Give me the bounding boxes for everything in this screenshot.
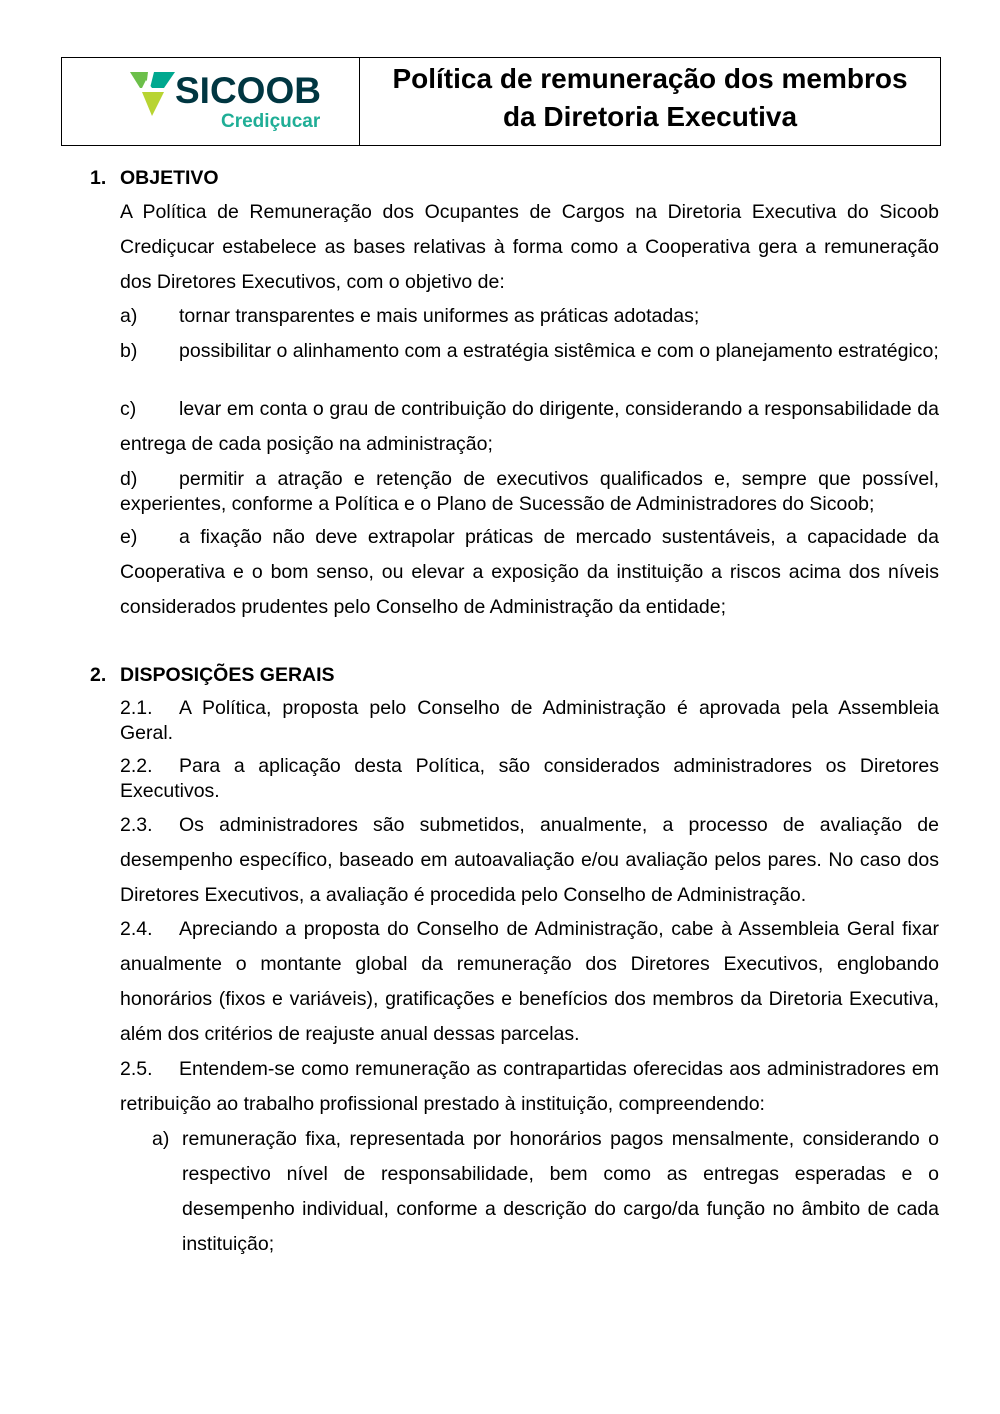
title-line-2: da Diretoria Executiva [502,101,798,132]
item-label: 2.1. [120,697,153,719]
item-label: 2.3. [120,814,153,836]
list-item [120,392,939,462]
item-text: permitir a atração e retenção de executivos qualificados e, sempre que possível, experientes, conforme a Política e o Plano de Sucessão de Administradores do Sicoob; [120,468,939,515]
list-item [120,339,939,364]
item-text: possibilitar o alinhamento com a estratégia sistêmica e com o planejamento estratégico; [179,340,939,362]
section-1-heading [90,166,219,190]
item-label: 2.5. [120,1058,153,1080]
list-item [120,754,939,804]
item-text: a fixação não deve extrapolar práticas de mercado sustentáveis, a capacidade da Cooperativa e o bom senso, ou elevar a exposição da instituição a riscos acima dos níveis considerados prudentes pelo Conselho de Administração da entidade; [120,526,939,618]
item-text: Apreciando a proposta do Conselho de Administração, cabe à Assembleia Geral fixar anualmente o montante global da remuneração dos Diretores Executivos, englobando honorários (fixos e variáveis), gratificações e benefícios dos membros da Diretoria Executiva, além dos critérios de reajuste anual dessas parcelas. [120,918,939,1045]
item-text: Para a aplicação desta Política, são considerados administradores os Diretores Executivos. [120,755,939,802]
page-title [360,58,940,145]
item-label: d) [120,468,138,490]
list-item [120,912,939,1052]
item-label: 2.4. [120,918,153,940]
list-item [120,1052,939,1122]
intro-paragraph: A Política de Remuneração dos Ocupantes de Cargos na Diretoria Executiva do Sicoob Crediçucar estabelece as bases relativas à forma como a Cooperativa gera a remuneração dos Diretores Executivos, com o objetivo de: [120,201,939,293]
list-item [120,467,939,517]
section-title: DISPOSIÇÕES GERAIS [120,664,335,686]
item-label: b) [120,340,138,362]
section-title: OBJETIVO [120,167,219,189]
item-label: e) [120,526,138,548]
item-text: Os administradores são submetidos, anualmente, a processo de avaliação de desempenho específico, baseado em autoavaliação e/ou avaliação pelos pares. No caso dos Diretores Executivos, a avaliação é procedida pelo Conselho de Administração. [120,814,939,906]
item-text: A Política, proposta pelo Conselho de Administração é aprovada pela Assembleia Geral. [120,697,939,744]
item-label: a) [152,1128,170,1150]
item-label: 2.2. [120,755,153,777]
sicoob-logo [62,58,360,145]
item-text: levar em conta o grau de contribuição do dirigente, considerando a responsabilidade da entrega de cada posição na administração; [120,398,939,455]
list-item [120,299,939,334]
logo-name: SICOOB [175,70,321,111]
section-number: 1. [90,167,107,189]
item-text: tornar transparentes e mais uniformes as práticas adotadas; [179,305,700,327]
list-item [120,520,939,625]
item-text: remuneração fixa, representada por honorários pagos mensalmente, considerando o respectivo nível de responsabilidade, bem como as entregas esperadas e o desempenho individual, conforme a descrição do cargo/da função no âmbito de cada instituição; [182,1128,939,1255]
list-item [120,808,939,913]
logo-subtitle: Crediçucar [221,111,321,132]
item-label: c) [120,398,137,420]
title-line-1: Política de remuneração dos membros [392,63,908,94]
list-item [120,696,939,746]
section-2-heading [90,663,335,687]
item-text: Entendem-se como remuneração as contrapartidas oferecidas aos administradores em retribuição ao trabalho profissional prestado à instituição, compreendendo: [120,1058,939,1115]
item-label: a) [120,305,138,327]
section-number: 2. [90,664,107,686]
sub-list-item [152,1122,939,1262]
document-header [61,57,941,146]
